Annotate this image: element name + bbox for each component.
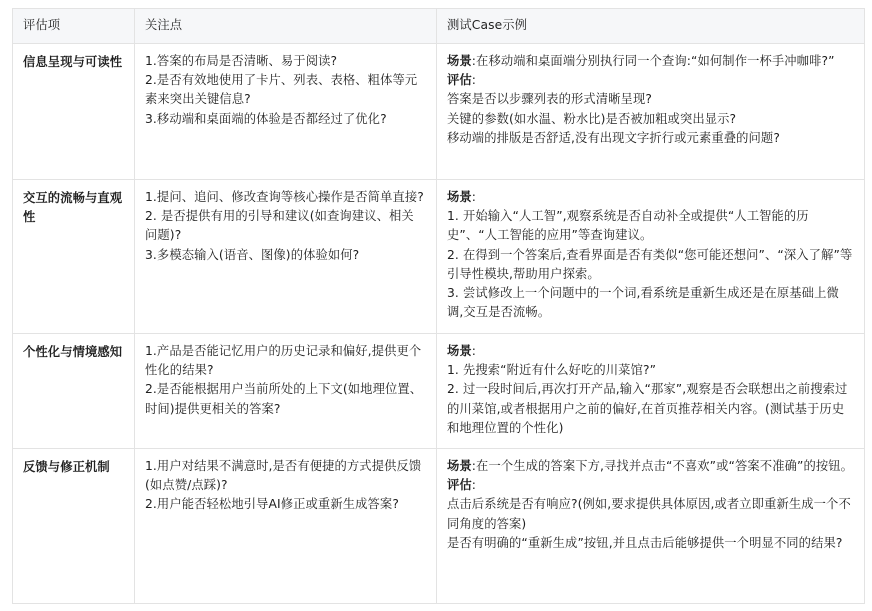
test-case-line: [447, 52, 854, 71]
test-case-line: [447, 457, 854, 476]
focus-point: 1.用户对结果不满意时,是否有便捷的方式提供反馈(如点赞/点踩)?: [145, 459, 422, 493]
focus-point: 2.用户能否轻松地引导AI修正或重新生成答案?: [145, 497, 399, 512]
test-case-separator: :: [471, 478, 477, 493]
table-row: [13, 449, 865, 604]
focus-point: 1.产品是否能记忆用户的历史记录和偏好,提供更个性化的结果?: [145, 344, 422, 378]
header-focus-points: 关注点: [135, 9, 437, 44]
evaluation-table: [12, 8, 865, 604]
test-case-cell: [437, 334, 865, 449]
test-case-line: [447, 71, 854, 90]
test-case-separator: :: [471, 54, 477, 68]
test-case-line: [447, 495, 854, 533]
test-case-separator: :: [471, 73, 477, 88]
test-case-text: 在移动端和桌面端分别执行同一个查询:“如何制作一杯手冲咖啡?”: [476, 54, 835, 68]
test-case-label: 场景: [447, 459, 472, 473]
focus-point: 3.移动端和桌面端的体验是否都经过了优化?: [145, 111, 387, 126]
focus-points-cell: [135, 44, 437, 180]
test-case-text: 答案是否以步骤列表的形式清晰呈现?: [447, 92, 652, 107]
table-row: [13, 44, 865, 180]
test-case-text: 在一个生成的答案下方,寻找并点击“不喜欢”或“答案不准确”的按钮。: [476, 459, 854, 473]
table-header-row: [13, 9, 865, 44]
test-case-text: 1. 开始输入“人工智”,观察系统是否自动补全或提供“人工智能的历史”、“人工智能的应用”等查询建议。: [447, 209, 809, 243]
test-case-line: [447, 342, 854, 361]
test-case-line: [447, 361, 854, 380]
focus-point: 1.提问、追问、修改查询等核心操作是否简单直接?: [145, 190, 424, 204]
test-case-label: 场景: [447, 344, 472, 358]
test-case-text: 3. 尝试修改上一个问题中的一个词,看系统是重新生成还是在原基础上微调,交互是否流畅。: [447, 286, 839, 320]
focus-points-cell: [135, 180, 437, 334]
test-case-cell: [437, 180, 865, 334]
test-case-text: 关键的参数(如水温、粉水比)是否被加粗或突出显示?: [447, 111, 737, 126]
test-case-line: [447, 476, 854, 495]
test-case-line: [447, 188, 854, 207]
test-case-cell: [437, 44, 865, 180]
evaluation-table-container: [12, 8, 864, 604]
evaluation-item-cell: 反馈与修正机制: [13, 449, 135, 604]
test-case-label: 评估: [447, 478, 472, 493]
focus-point: 2.是否能根据用户当前所处的上下文(如地理位置、时间)提供更相关的答案?: [145, 382, 423, 416]
table-row: [13, 334, 865, 449]
test-case-text: 点击后系统是否有响应?(例如,要求提供具体原因,或者立即重新生成一个不同角度的答案): [447, 497, 851, 531]
test-case-line: [447, 110, 854, 129]
focus-points-cell: [135, 334, 437, 449]
test-case-line: [447, 534, 854, 553]
test-case-cell: [437, 449, 865, 604]
header-evaluation-item: 评估项: [13, 9, 135, 44]
test-case-line: [447, 284, 854, 322]
test-case-separator: :: [471, 190, 477, 204]
test-case-separator: :: [471, 459, 477, 473]
test-case-text: 移动端的排版是否舒适,没有出现文字折行或元素重叠的问题?: [447, 130, 780, 145]
focus-point: 2. 是否提供有用的引导和建议(如查询建议、相关问题)?: [145, 209, 414, 243]
test-case-text: 2. 在得到一个答案后,查看界面是否有类似“您可能还想问”、“深入了解”等引导性模块,帮助用户探索。: [447, 247, 853, 281]
test-case-label: 场景: [447, 190, 472, 204]
focus-point: 3.多模态输入(语音、图像)的体验如何?: [145, 247, 360, 262]
evaluation-item-cell: 交互的流畅与直观性: [13, 180, 135, 334]
test-case-label: 评估: [447, 73, 472, 88]
evaluation-item-cell: 信息呈现与可读性: [13, 44, 135, 180]
test-case-line: [447, 129, 854, 148]
focus-points-cell: [135, 449, 437, 604]
evaluation-item-cell: 个性化与情境感知: [13, 334, 135, 449]
test-case-text: 2. 过一段时间后,再次打开产品,输入“那家”,观察是否会联想出之前搜索过的川菜馆,或者根据用户之前的偏好,在首页推荐相关内容。(测试基于历史和地理位置的个性化): [447, 382, 848, 435]
test-case-text: 1. 先搜索“附近有什么好吃的川菜馆?”: [447, 363, 657, 378]
test-case-separator: :: [471, 344, 477, 358]
test-case-line: [447, 246, 854, 284]
test-case-line: [447, 90, 854, 109]
focus-point: 2.是否有效地使用了卡片、列表、表格、粗体等元素来突出关键信息?: [145, 73, 418, 107]
header-test-case: 测试Case示例: [437, 9, 865, 44]
table-row: [13, 180, 865, 334]
test-case-text: 是否有明确的“重新生成”按钮,并且点击后能够提供一个明显不同的结果?: [447, 535, 843, 550]
focus-point: 1.答案的布局是否清晰、易于阅读?: [145, 54, 338, 68]
test-case-line: [447, 207, 854, 245]
test-case-line: [447, 380, 854, 438]
test-case-label: 场景: [447, 54, 472, 68]
